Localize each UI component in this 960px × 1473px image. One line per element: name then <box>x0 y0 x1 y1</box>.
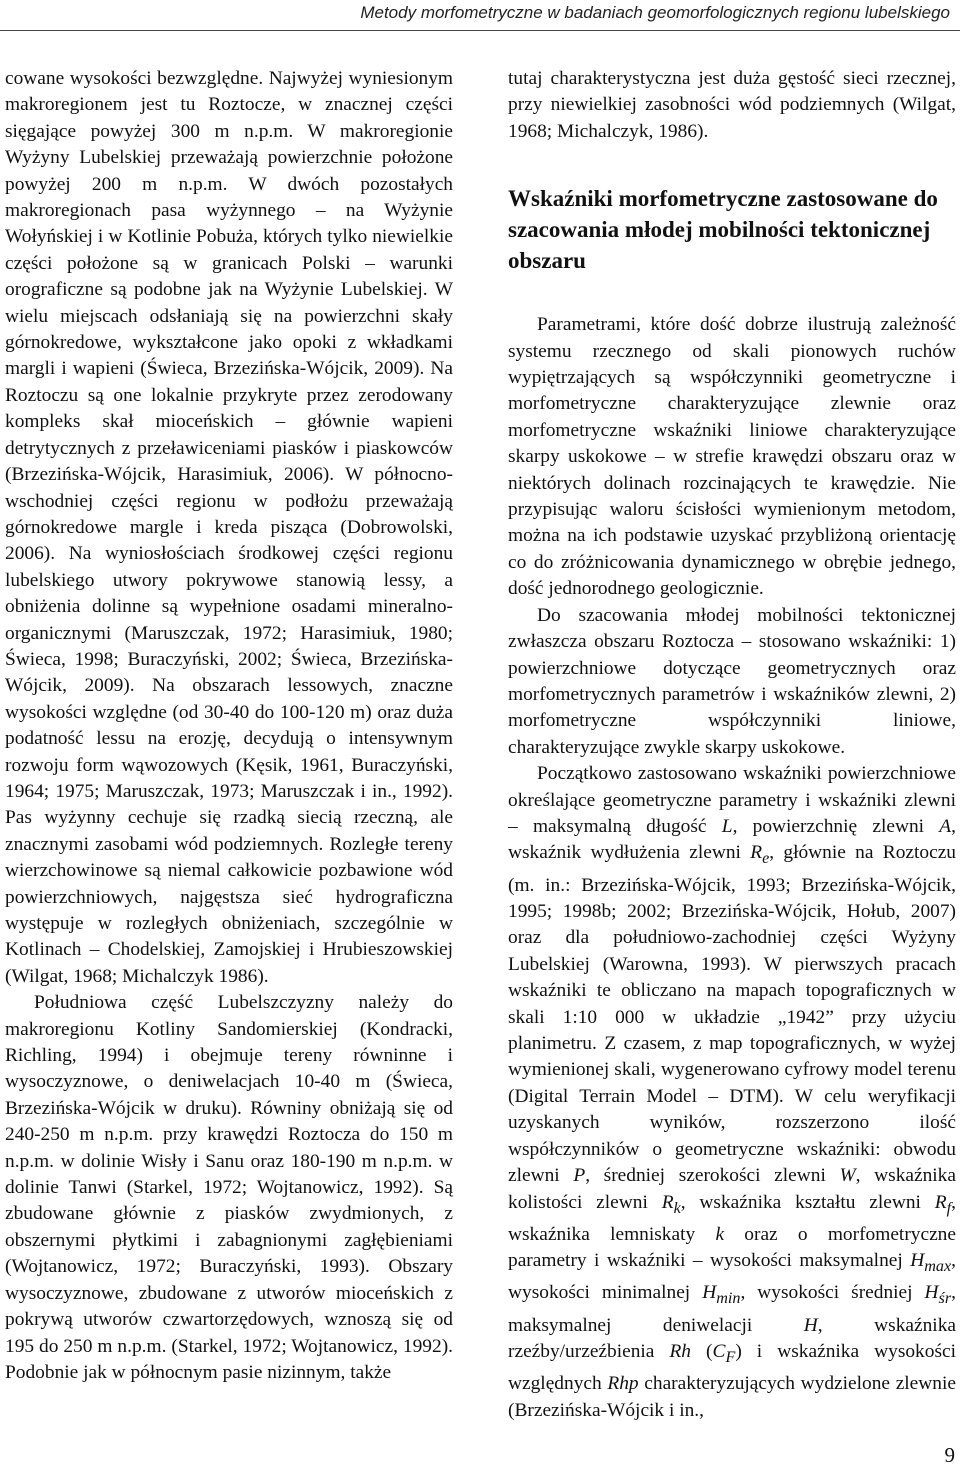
p4-text-3: , wskaźnik wydłużenia zlewni <box>508 815 956 864</box>
p4-text-2: , powierzchnię zlewni <box>732 815 940 837</box>
p4-text-16: charakteryzujących wydzielone zlewnie (Brzezińska-Wójcik i in., <box>508 1373 956 1421</box>
section-heading: Wskaźniki morfometryczne zastosowane do szacowania młodej mobilności tektonicznej obszaru <box>508 186 938 274</box>
p4-text-6: , wskaźnika kolistości zlewni <box>508 1165 956 1213</box>
symbol-k: k <box>715 1223 725 1245</box>
p4-text-10: , wysokości minimalnej <box>508 1250 956 1304</box>
p4-text-4: , głównie na Roztoczu (m. in.: Brzezińska-Wójcik, 1993; Brzezińska-Wójcik, 1995; 1998b; 2002; Brzezińska-Wójcik, Hołub, 2007) oraz dla południowo-zachodniej części Wyżyny Lubelskiej (Warowna, 1993). W pierwszych pracach wskaźniki te obliczano na mapach topograficznych w skali 1:10 000 w układzie „1942” przy użyciu planimetru. Z czasem, z map topograficznych, w wyżej wymienionej skali, wygenerowano cyfrowy model terenu (Digital Terrain Model – DTM). W celu weryfikacji uzyskanych wyników, rozszerzono ilość współczynników o geometryczne wskaźniki: obwodu zlewni <box>508 842 957 1187</box>
symbol-CF: $C_F$ <box>712 1341 736 1367</box>
right-paragraph-2: Do szacowania młodej mobilności tektonicznej zwłaszcza obszaru Roztocza – stosowano wskaźniki: 1) powierzchniowe dotyczące geometrycznych oraz morfometrycznych parametrów i wskaźników zlewni, 2) morfometryczne współczynniki liniowe, charakteryzujące zwykle skarpy uskokowe. <box>508 604 956 758</box>
symbol-Rh: Rh <box>669 1341 691 1363</box>
header-rule <box>0 30 960 31</box>
symbol-Hmin: $H_{min}$ <box>702 1282 741 1308</box>
running-header: Metody morfometryczne w badaniach geomorfologicznych regionu lubelskiego <box>360 3 950 22</box>
p4-text-11: , wysokości średniej <box>740 1282 925 1304</box>
p4-text-13: , wskaźnika rzeźby/urzeźbienia <box>508 1314 956 1363</box>
symbol-Rk: $R_k$ <box>661 1191 681 1217</box>
symbol-H: H <box>803 1314 818 1336</box>
p4-text-1: Początkowo zastosowano wskaźniki powierzchniowe określające geometryczne parametry i wskaźniki zlewni – maksymalną długość <box>508 763 956 837</box>
p4-text-15: ) i wskaźnika wysokości względnych <box>508 1341 956 1395</box>
symbol-Hmax: $H_{max}$ <box>910 1250 952 1276</box>
p4-text-5: , średniej szerokości zlewni <box>585 1165 840 1187</box>
symbol-P: P <box>573 1165 586 1187</box>
symbol-Rhp: Rhp <box>607 1373 639 1395</box>
symbol-Hsr: $H_{śr}$ <box>924 1282 952 1308</box>
symbol-A: A <box>939 815 952 837</box>
symbol-Rf: $R_f$ <box>934 1191 952 1217</box>
symbol-W: W <box>839 1165 856 1187</box>
right-paragraph-3 <box>508 761 956 1424</box>
right-column <box>508 66 956 1424</box>
p4-text-7: , wskaźnika kształtu zlewni <box>680 1191 935 1213</box>
symbol-L: L <box>721 815 733 837</box>
p4-text-14: ( <box>691 1341 713 1363</box>
page-number: 9 <box>944 1443 955 1467</box>
left-paragraph-1: cowane wysokości bezwzględne. Najwyżej wyniesionym makroregionem jest tu Roztocze, w znacznej części sięgające powyżej 300 m n.p.m. W makroregionie Wyżyny Lubelskiej przeważają powierzchnie położone powyżej 200 m n.p.m. W dwóch pozostałych makroregionach pasa wyżynnego – na Wyżynie Wołyńskiej i w Kotlinie Pobuża, których tylko niewielkie części położone są w granicach Polski – warunki orograficzne są podobne jak na Wyżynie Lubelskiej. W wielu miejscach odsłaniają się na powierzchni skały górnokredowe, wykształcone jako opoki z wkładkami margli i wapieni (Świeca, Brzezińska-Wójcik, 2009). Na Roztoczu są one lokalnie przykryte przez zerodowany kompleks skał mioceńskich – głównie wapieni detrytycznych z przeławiceniami piasków i piaskowców (Brzezińska-Wójcik, Harasimiuk, 2006). W północno-wschodniej części regionu w podłożu przeważają górnokredowe margle i kreda pisząca (Dobrowolski, 2006). Na wyniosłościach środkowej części regionu lubelskiego utwory pokrywowe stanowią lessy, a obniżenia dolinne są wypełnione osadami mineralno-organicznymi (Maruszczak, 1972; Harasimiuk, 1980; Świeca, 1998; Buraczyński, 2002; Świeca, Brzezińska-Wójcik, 2009). Na obszarach lessowych, znaczne wysokości względne (od 30-40 do 100-120 m) oraz duża podatność lessu na erozję, decydują o intensywnym rozwoju form wąwozowych (Kęsik, 1961, Buraczyński, 1964; 1975; Maruszczak, 1973; Maruszczak i in., 1992). Pas wyżynny cechuje się rzadką siecią rzeczną, ale znacznymi zasobami wód podziemnych. Rozległe tereny wierzchowinowe są niemal całkowicie pozbawione wód powierzchniowych, najgęstsza sieć hydrograficzna występuje w rozległych obniżeniach, szczególnie w Kotlinach – Chodelskiej, Zamojskiej i Hrubieszowskiej (Wilgat, 1968; Michalczyk 1986). <box>5 68 453 987</box>
p4-text-12: , maksymalnej deniwelacji <box>508 1282 956 1336</box>
p4-text-9: oraz o morfometryczne parametry i wskaźniki – wysokości maksymalnej <box>508 1223 956 1272</box>
right-paragraph-1: Parametrami, które dość dobrze ilustrują zależność systemu rzecznego od skali pionowych ruchów wypiętrzających są współczynniki geometryczne i morfometryczne charakteryzujące zlewnie oraz morfometryczne wskaźniki liniowe charakteryzujące skarpy uskokowe – w strefie krawędzi obszaru oraz w niektórych dolinach rozcinających te krawędzie. Nie przypisując waloru ścisłości wymienionym metodom, można na ich podstawie uzyskać przybliżoną orientację co do zróżnicowania dynamicznego w obrębie jednego, dość jednorodnego geologicznie. <box>508 314 956 600</box>
p4-text-8: , wskaźnika lemniskaty <box>508 1191 956 1245</box>
right-intro-paragraph: tutaj charakterystyczna jest duża gęstość sieci rzecznej, przy niewielkiej zasobności wód podziemnych (Wilgat, 1968; Michalczyk, 1986). <box>508 68 956 142</box>
symbol-Re: $R_e$ <box>750 842 770 868</box>
left-paragraph-2: Południowa część Lubelszczyzny należy do makroregionu Kotliny Sandomierskiej (Kondracki, Richling, 1994) i obejmuje tereny równinne i wysoczyznowe, o deniwelacjach 10-40 m (Świeca, Brzezińska-Wójcik w druku). Równiny obniżają się od 240-250 m n.p.m. przy krawędzi Roztocza do 150 m n.p.m. w dolinie Wisły i Sanu oraz 180-190 m n.p.m. w dolinie Tanwi (Starkel, 1972; Wojtanowicz, 1992). Są zbudowane głównie z piasków zwydmionych, z obszernymi płytkimi i zabagnionymi zagłębieniami (Wojtanowicz, 1972; Buraczyński, 1993). Obszary wysoczyznowe, zbudowane z utworów mioceńskich z pokrywą utworów czwartorzędowych, wznoszą się od 195 do 250 m n.p.m. (Starkel, 1972; Wojtanowicz, 1992). Podobnie jak w północnym pasie nizinnym, także <box>5 992 453 1383</box>
left-column <box>5 66 453 1386</box>
